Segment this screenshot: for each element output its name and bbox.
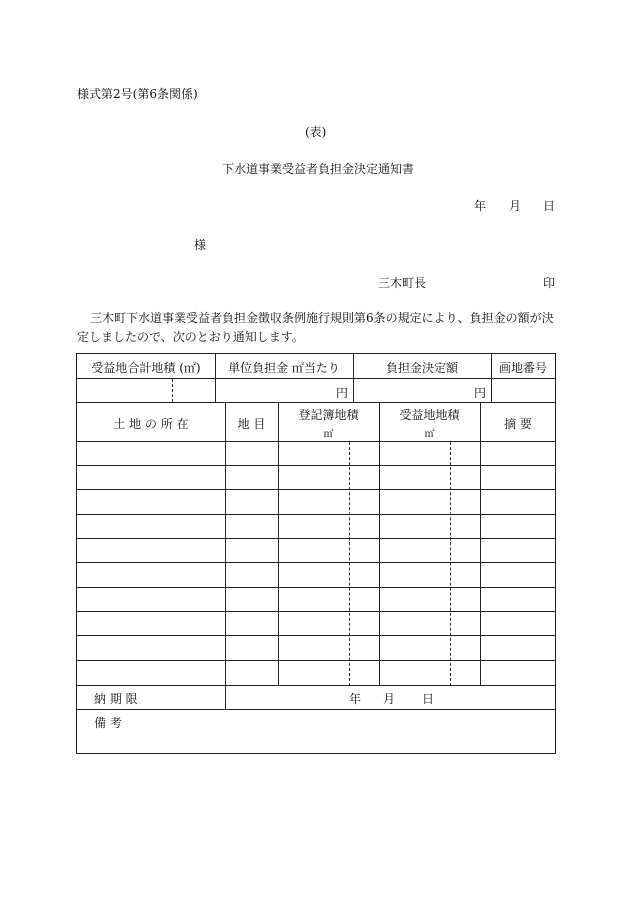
date-year: 年: [474, 199, 487, 213]
issuer-name: 三木町長: [378, 276, 427, 290]
header-benefit-area: 受益地地積: [399, 408, 460, 422]
due-year: 年: [349, 692, 362, 706]
due-day: 日: [422, 692, 435, 706]
unit-yen-1: 円: [336, 386, 349, 400]
unit-yen-2: 円: [474, 386, 487, 400]
header-charge-amount: 負担金決定額: [385, 361, 458, 375]
body-text: 三木町下水道事業受益者負担金徴収条例施行規則第6条の規定により、負担金の額が決定しましたので、次のとおり通知します。: [77, 311, 554, 344]
date-month: 月: [509, 199, 522, 213]
header-land-location: 土 地 の 所 在: [113, 417, 189, 431]
header-unit-charge: 単位負担金 ㎡当たり: [228, 361, 340, 375]
header-remarks: 摘 要: [504, 417, 532, 431]
summary-table: [76, 353, 556, 403]
due-date-label: 納 期 限: [94, 692, 138, 706]
header-lot-number: 画地番号: [498, 361, 547, 375]
registered-area-unit: ㎡: [323, 429, 334, 440]
detail-table: [76, 402, 556, 754]
header-registered-area: 登記簿地積: [298, 408, 359, 422]
benefit-area-unit: ㎡: [424, 429, 435, 440]
date-day: 日: [543, 199, 556, 213]
recipient-honorific: 様: [194, 238, 207, 252]
side-label: (表): [305, 125, 327, 139]
seal-mark: 印: [543, 276, 556, 290]
document-title: 下水道事業受益者負担金決定通知書: [222, 162, 415, 176]
remarks-label: 備 考: [94, 716, 122, 730]
header-total-area: 受益地合計地積 (㎡): [91, 361, 201, 375]
form-number: 様式第2号(第6条関係): [77, 87, 198, 101]
header-land-category: 地 目: [237, 417, 266, 431]
due-month: 月: [383, 692, 396, 706]
